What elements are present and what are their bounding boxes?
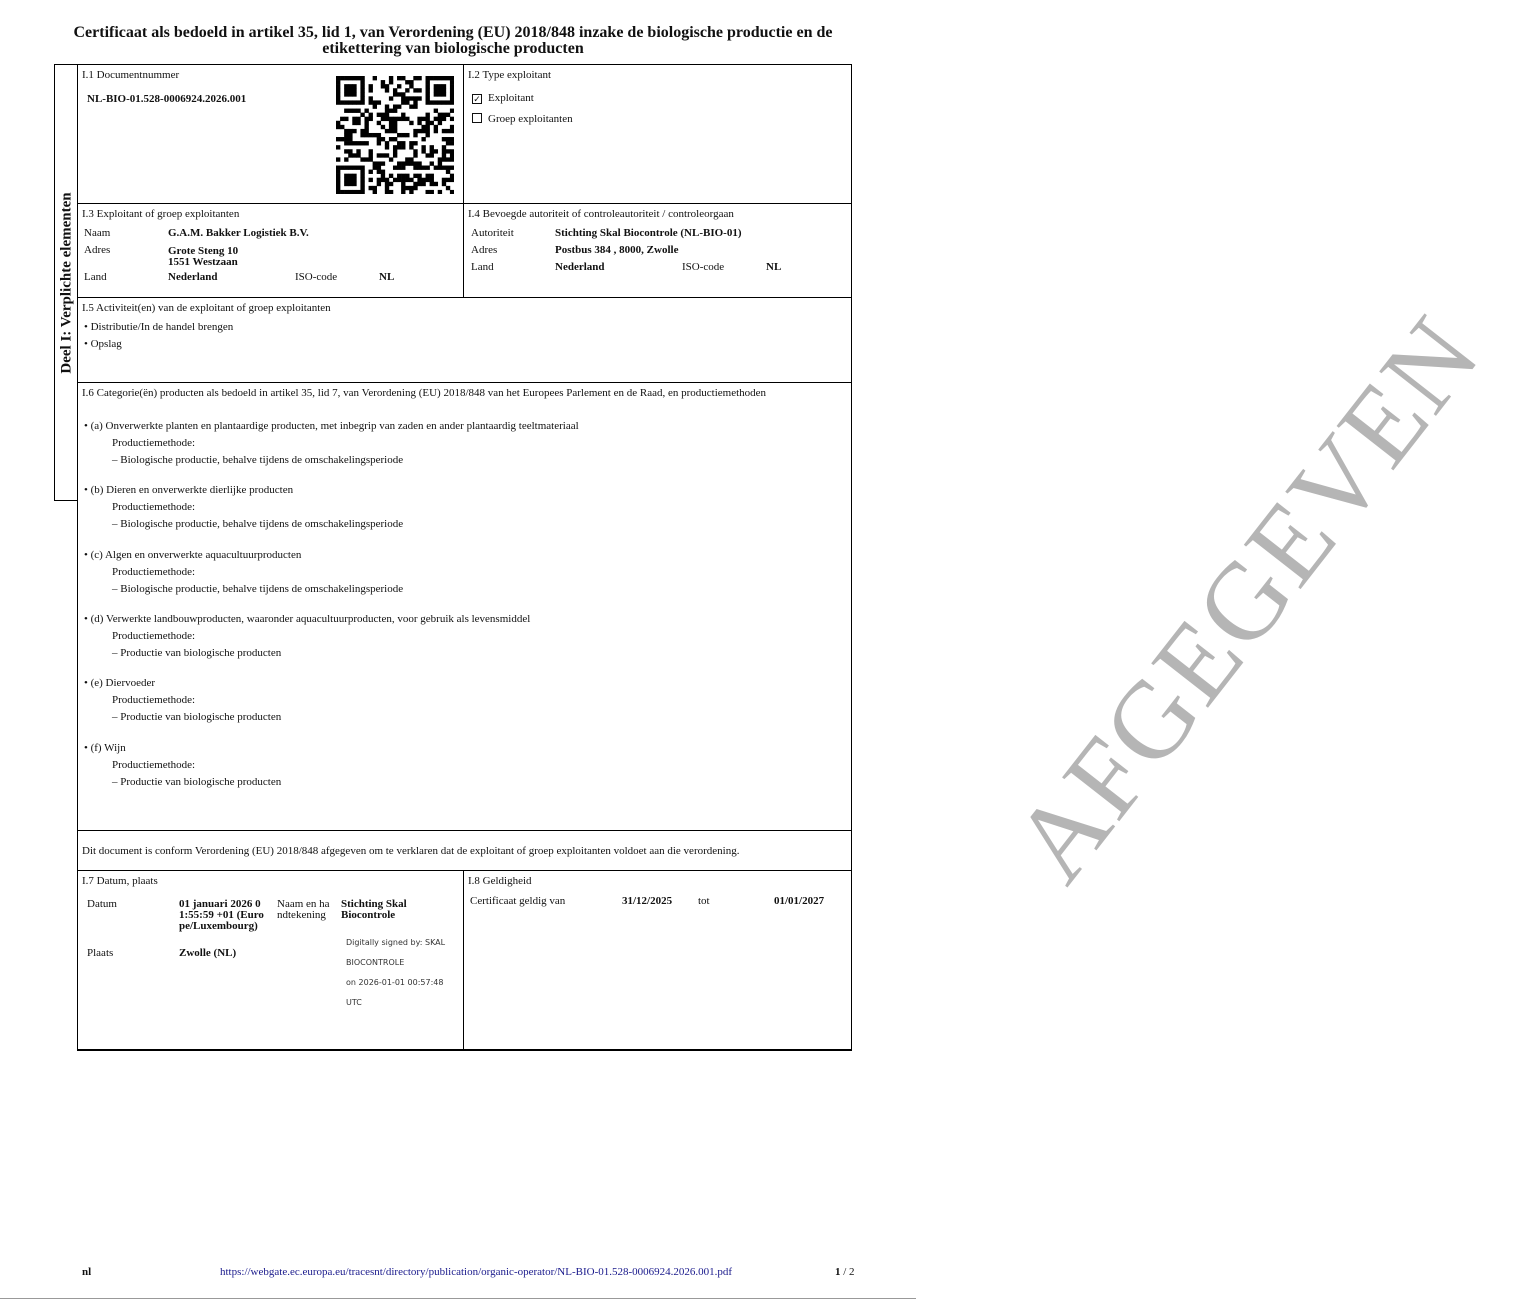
side-label-box	[54, 64, 78, 501]
checkbox-checked-icon[interactable]: ✓	[473, 94, 481, 104]
section-i7	[77, 870, 464, 1051]
section-i5	[77, 297, 852, 383]
section-i4	[463, 203, 852, 298]
label: Land	[471, 261, 494, 273]
label: Adres	[471, 244, 498, 256]
section-i8	[463, 870, 852, 1051]
country: Nederland	[168, 271, 218, 283]
digital-signature-line: on 2026-01-01 00:57:48	[346, 978, 444, 987]
label: Datum	[87, 898, 117, 910]
option-label: Groep exploitanten	[488, 113, 573, 125]
place-value: Zwolle (NL)	[179, 947, 237, 959]
i3-heading: I.3 Exploitant of groep exploitanten	[82, 208, 240, 220]
label: Adres	[84, 244, 111, 256]
method-label: Productiemethode:	[112, 437, 196, 449]
valid-from: 31/12/2025	[622, 895, 673, 907]
option-label: Exploitant	[488, 92, 534, 104]
label: ISO-code	[295, 271, 338, 283]
label: Plaats	[87, 947, 114, 959]
method-label: Productiemethode:	[112, 565, 196, 578]
category-item: • (b) Dieren en onverwerkte dierlijke producten	[84, 484, 294, 497]
i2-heading: I.2 Type exploitant	[468, 69, 552, 81]
label: Naam en handtekening	[277, 898, 330, 921]
activity-item: • Opslag	[84, 338, 122, 350]
section-i6	[77, 382, 852, 831]
iso-code: NL	[379, 271, 395, 283]
side-label: Deel I: Verplichte elementen	[58, 191, 74, 374]
iso-code: NL	[766, 261, 782, 273]
i4-heading: I.4 Bevoegde autoriteit of controleautoriteit / controleorgaan	[468, 208, 734, 220]
authority-address: Postbus 384 , 8000, Zwolle	[555, 244, 679, 256]
digital-signature-line: UTC	[346, 998, 362, 1007]
method-label: Productiemethode:	[112, 694, 196, 707]
date-value: 01 januari 2026 01:55:59 +01 (Europe/Luxembourg)	[179, 898, 264, 932]
option-exploitant[interactable]	[472, 92, 534, 104]
watermark: AFGEGEVEN	[989, 293, 1504, 904]
i8-heading: I.8 Geldigheid	[468, 875, 532, 887]
footer-language: nl	[82, 1266, 92, 1278]
method-value: – Biologische productie, behalve tijdens de omschakelingsperiode	[112, 582, 404, 595]
footer-url-link[interactable]: https://webgate.ec.europa.eu/tracesnt/directory/publication/organic-operator/NL-BIO-01.528-0006924.2026.001.pdf	[220, 1266, 733, 1278]
label: ISO-code	[682, 261, 725, 273]
conformity-statement: Dit document is conform Verordening (EU) 2018/848 afgegeven om te verklaren dat de exploitant of groep exploitanten voldoet aan die verordening.	[82, 845, 740, 857]
method-label: Productiemethode:	[112, 501, 196, 514]
category-item: • (a) Onverwerkte planten en plantaardige producten, met inbegrip van zaden en ander plantaardig teeltmateriaal	[84, 420, 579, 432]
category-item: • (e) Diervoeder	[84, 677, 156, 690]
method-value: – Biologische productie, behalve tijdens de omschakelingsperiode	[112, 454, 404, 466]
label: Certificaat geldig van	[470, 895, 566, 907]
operator-name: G.A.M. Bakker Logistiek B.V.	[168, 227, 309, 239]
authority-name: Stichting Skal Biocontrole (NL-BIO-01)	[555, 227, 742, 239]
digital-signature-line: Digitally signed by: SKAL	[346, 938, 446, 947]
section-i2	[463, 64, 852, 204]
country: Nederland	[555, 261, 605, 273]
method-label: Productiemethode:	[112, 629, 196, 642]
digital-signature-line: BIOCONTROLE	[346, 958, 405, 967]
i1-heading: I.1 Documentnummer	[82, 69, 180, 81]
category-item: • (d) Verwerkte landbouwproducten, waaronder aquacultuurproducten, voor gebruik als levensmiddel	[84, 612, 531, 625]
page-total: / 2	[843, 1266, 855, 1278]
conformity-statement-box	[77, 830, 852, 871]
i5-heading: I.5 Activiteit(en) van de exploitant of groep exploitanten	[82, 302, 331, 314]
address-line: 1551 Westzaan	[168, 256, 238, 268]
category-item: • (f) Wijn	[84, 741, 126, 754]
category-item: • (c) Algen en onverwerkte aquacultuurproducten	[84, 548, 302, 561]
i6-heading: I.6 Categorie(ën) producten als bedoeld in artikel 35, lid 7, van Verordening (EU) 2018/848 van het Europees Parlement en de Raad, en productiemethoden	[82, 387, 767, 399]
document-title: Certificaat als bedoeld in artikel 35, lid 1, van Verordening (EU) 2018/848 inzake de biologische productie en de etikettering van biologische producten	[73, 24, 833, 57]
page-number: 1	[835, 1266, 841, 1278]
method-value: – Biologische productie, behalve tijdens de omschakelingsperiode	[112, 518, 404, 531]
method-value: – Productie van biologische producten	[112, 775, 282, 788]
label: Autoriteit	[471, 227, 514, 239]
activity-item: • Distributie/In de handel brengen	[84, 321, 234, 333]
method-value: – Productie van biologische producten	[112, 646, 282, 659]
label: tot	[698, 895, 710, 907]
label: Naam	[84, 227, 111, 239]
signer-name: Stichting Skal Biocontrole	[341, 898, 407, 921]
document-number: NL-BIO-01.528-0006924.2026.001	[87, 93, 247, 105]
section-i3	[77, 203, 464, 298]
address-line: Grote Steng 10	[168, 245, 239, 257]
valid-to: 01/01/2027	[774, 895, 825, 907]
i7-heading: I.7 Datum, plaats	[82, 875, 158, 887]
method-label: Productiemethode:	[112, 758, 196, 771]
method-value: – Productie van biologische producten	[112, 711, 282, 724]
option-groep[interactable]	[472, 113, 573, 125]
qr-code-icon	[336, 76, 454, 194]
section-i1	[77, 64, 464, 204]
label: Land	[84, 271, 107, 283]
checkbox-unchecked-icon[interactable]	[472, 113, 482, 123]
